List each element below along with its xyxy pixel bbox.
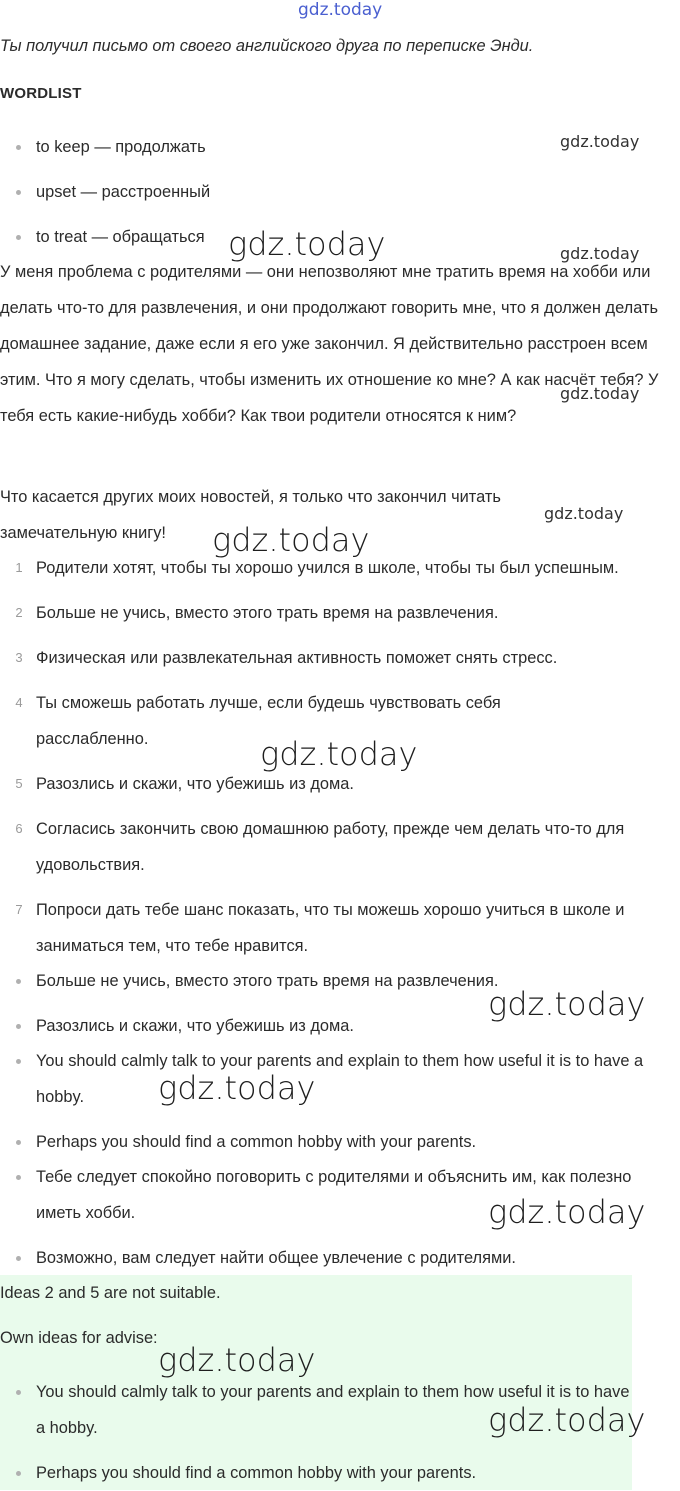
watermark-top: gdz.today (298, 0, 383, 20)
bullet-icon (16, 1059, 21, 1064)
idea-item-3: 3 Физическая или развлекательная активность поможет снять стресс. (15, 649, 558, 667)
wordlist-item: to treat — обращаться (0, 219, 680, 255)
watermark: gdz.today (560, 384, 640, 403)
bullet-icon (16, 979, 21, 984)
answer-item: Perhaps you should find a common hobby with your parents. (0, 1455, 680, 1491)
intro-text: Ты получил письмо от своего английского друга по переписке Энди. (0, 37, 534, 55)
bullet-item: You should calmly talk to your parents and explain to them how useful it is to have a hobby. (0, 1043, 680, 1115)
bullet-icon (16, 1471, 21, 1476)
watermark: gdz.today (488, 985, 646, 1023)
wordlist-title: WORDLIST (0, 85, 82, 102)
watermark: gdz.today (228, 225, 386, 263)
wordlist-item: to keep — продолжать (0, 129, 680, 165)
watermark: gdz.today (560, 132, 640, 151)
bullet-item: Больше не учись, вместо этого трать время на развлечения. (0, 963, 680, 999)
idea-item-6: 6 Согласись закончить свою домашнюю работу, прежде чем делать что-то для удовольствия. (15, 820, 625, 874)
bullet-icon (16, 235, 21, 240)
watermark: gdz.today (560, 244, 640, 263)
watermark: gdz.today (488, 1193, 646, 1231)
bullet-icon (16, 1140, 21, 1145)
bullet-icon (16, 1390, 21, 1395)
wordlist-item: upset — расстроенный (0, 174, 680, 210)
bullet-icon (16, 1024, 21, 1029)
watermark: gdz.today (212, 521, 370, 559)
answer-line-2: Own ideas for advise: (0, 1329, 158, 1347)
letter-paragraph-2: Что касается других моих новостей, я только что закончил читать замечательную книгу! (0, 488, 501, 542)
watermark: gdz.today (544, 504, 624, 523)
watermark: gdz.today (260, 735, 418, 773)
bullet-icon (16, 1256, 21, 1261)
bullet-item: Тебе следует спокойно поговорить с родителями и объяснить им, как полезно иметь хобби. (0, 1159, 660, 1231)
bullet-item: Perhaps you should find a common hobby with your parents. (0, 1124, 680, 1160)
idea-item-5: 5 Разозлись и скажи, что убежишь из дома. (15, 775, 354, 793)
answer-item: You should calmly talk to your parents and explain to them how useful it is to have a hobby. (0, 1374, 630, 1446)
idea-item-4: 4 Ты сможешь работать лучше, если будешь чувствовать себя расслабленно. (15, 694, 501, 748)
bullet-icon (16, 1175, 21, 1180)
answer-line-1: Ideas 2 and 5 are not suitable. (0, 1284, 221, 1302)
watermark: gdz.today (158, 1069, 316, 1107)
bullet-item: Разозлись и скажи, что убежишь из дома. (0, 1008, 680, 1044)
bullet-item: Возможно, вам следует найти общее увлечение с родителями. (0, 1240, 680, 1276)
watermark: gdz.today (158, 1341, 316, 1379)
idea-item-1: 1 Родители хотят, чтобы ты хорошо учился в школе, чтобы ты был успешным. (15, 559, 619, 577)
idea-item-7: 7 Попроси дать тебе шанс показать, что ты можешь хорошо учиться в школе и заниматься тем, что тебе нравится. (15, 901, 625, 955)
bullet-icon (16, 145, 21, 150)
letter-paragraph-1: У меня проблема с родителями — они непозволяют мне тратить время на хобби или делать что-то для развлечения, и они продолжают говорить мне, что я должен делать домашнее задание, даже если я его уже закончил. Я действительно расстроен всем этим. Что я могу сделать, чтобы изменить их отношение ко мне? А как насчёт тебя? У тебя есть какие-нибудь хобби? Как твои родители относятся к ним? (0, 263, 659, 425)
idea-item-2: 2 Больше не учись, вместо этого трать время на развлечения. (15, 604, 499, 622)
watermark: gdz.today (488, 1401, 646, 1439)
bullet-icon (16, 190, 21, 195)
